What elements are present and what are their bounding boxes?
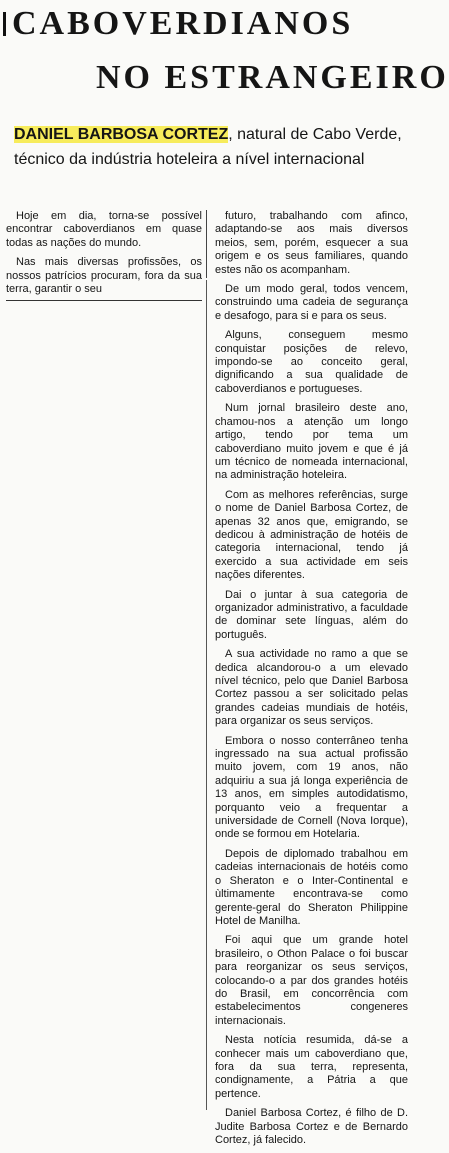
column-divider: [206, 280, 207, 1110]
headline-margin-mark: [3, 12, 6, 36]
paragraph: futuro, trabalhando com afinco, adaptando-se aos mais diversos meios, sem, porém, esquecer a sua origem e os seus familiares, quando estes não os acompanham.: [215, 210, 408, 276]
paragraph: Com as melhores referências, surge o nome de Daniel Barbosa Cortez, de apenas 32 anos que, emigrando, se dedicou à administração de hotéis de categoria internacional, tendo já exercido a sua actividade em seis nações diferentes.: [215, 488, 408, 582]
paragraph: Daniel Barbosa Cortez, é filho de D. Judite Barbosa Cortez e de Bernardo Cortez, já falecido.: [215, 1107, 408, 1146]
headline-line-1: CABOVERDIANOS: [12, 5, 354, 42]
column-divider: [206, 210, 207, 278]
paragraph: A sua actividade no ramo a que se dedica alcandorou-o a um elevado nível técnico, pelo que Daniel Barbosa Cortez passou a ser solicitado pelas grandes cadeias mundiais de hotéis, para organizar os seus serviços.: [215, 648, 408, 728]
column-end-rule: [6, 300, 202, 301]
paragraph: Num jornal brasileiro deste ano, chamou-nos a atenção um longo artigo, tendo por tema um caboverdiano muito jovem e que é já um técnico de nomeada internacional, na administração hoteleira.: [215, 402, 408, 482]
paragraph: Nesta notícia resumida, dá-se a conhecer mais um caboverdiano que, fora da sua terra, representa, condignamente, a Pátria a que pertence.: [215, 1034, 408, 1100]
paragraph: Foi aqui que um grande hotel brasileiro, o Othon Palace o foi buscar para reorganizar os seus serviços, colocando-o a par dos grandes hotéis do Brasil, em concorrência com estabelecimentos congeneres internacionais.: [215, 934, 408, 1027]
paragraph: De um modo geral, todos vencem, construindo uma cadeia de segurança e desafogo, para si e para os seus.: [215, 283, 408, 322]
subheadline-text: , natural de Cabo Verde, técnico da indústria hoteleira a nível internacional: [14, 126, 402, 168]
subheadline-name: DANIEL BARBOSA CORTEZ: [14, 126, 229, 143]
article-column-2: [215, 210, 408, 1153]
subheadline: [14, 122, 409, 172]
paragraph: Depois de diplomado trabalhou em cadeias internacionais de hotéis como o Sheraton e o Inter-Continental e ùltimamente encontrava-se como gerente-geral do Sheraton Philippine Hotel de Manilha.: [215, 847, 408, 927]
paragraph: Nas mais diversas profissões, os nossos patrícios procuram, fora da sua terra, garantir o seu: [6, 256, 202, 296]
headline-line-2: NO ESTRANGEIRO: [96, 59, 449, 96]
article-column-1: [6, 210, 202, 302]
paragraph: Dai o juntar à sua categoria de organizador administrativo, a faculdade de dominar sete línguas, além do português.: [215, 588, 408, 641]
paragraph: Hoje em dia, torna-se possível encontrar caboverdianos em quase todas as nações do mundo.: [6, 210, 202, 249]
paragraph: Embora o nosso conterrâneo tenha ingressado na sua actual profissão muito jovem, com 19 anos, não adquiriu a sua já longa experiência de 13 anos, em simples autodidatismo, porquanto veio a frequentar a universidade de Cornell (Nova Iorque), onde se formou em Hotelaria.: [215, 734, 408, 841]
paragraph: Alguns, conseguem mesmo conquistar posições de relevo, impondo-se ao conceito geral, dignificando a sua qualidade de caboverdianos e portugueses.: [215, 329, 408, 395]
